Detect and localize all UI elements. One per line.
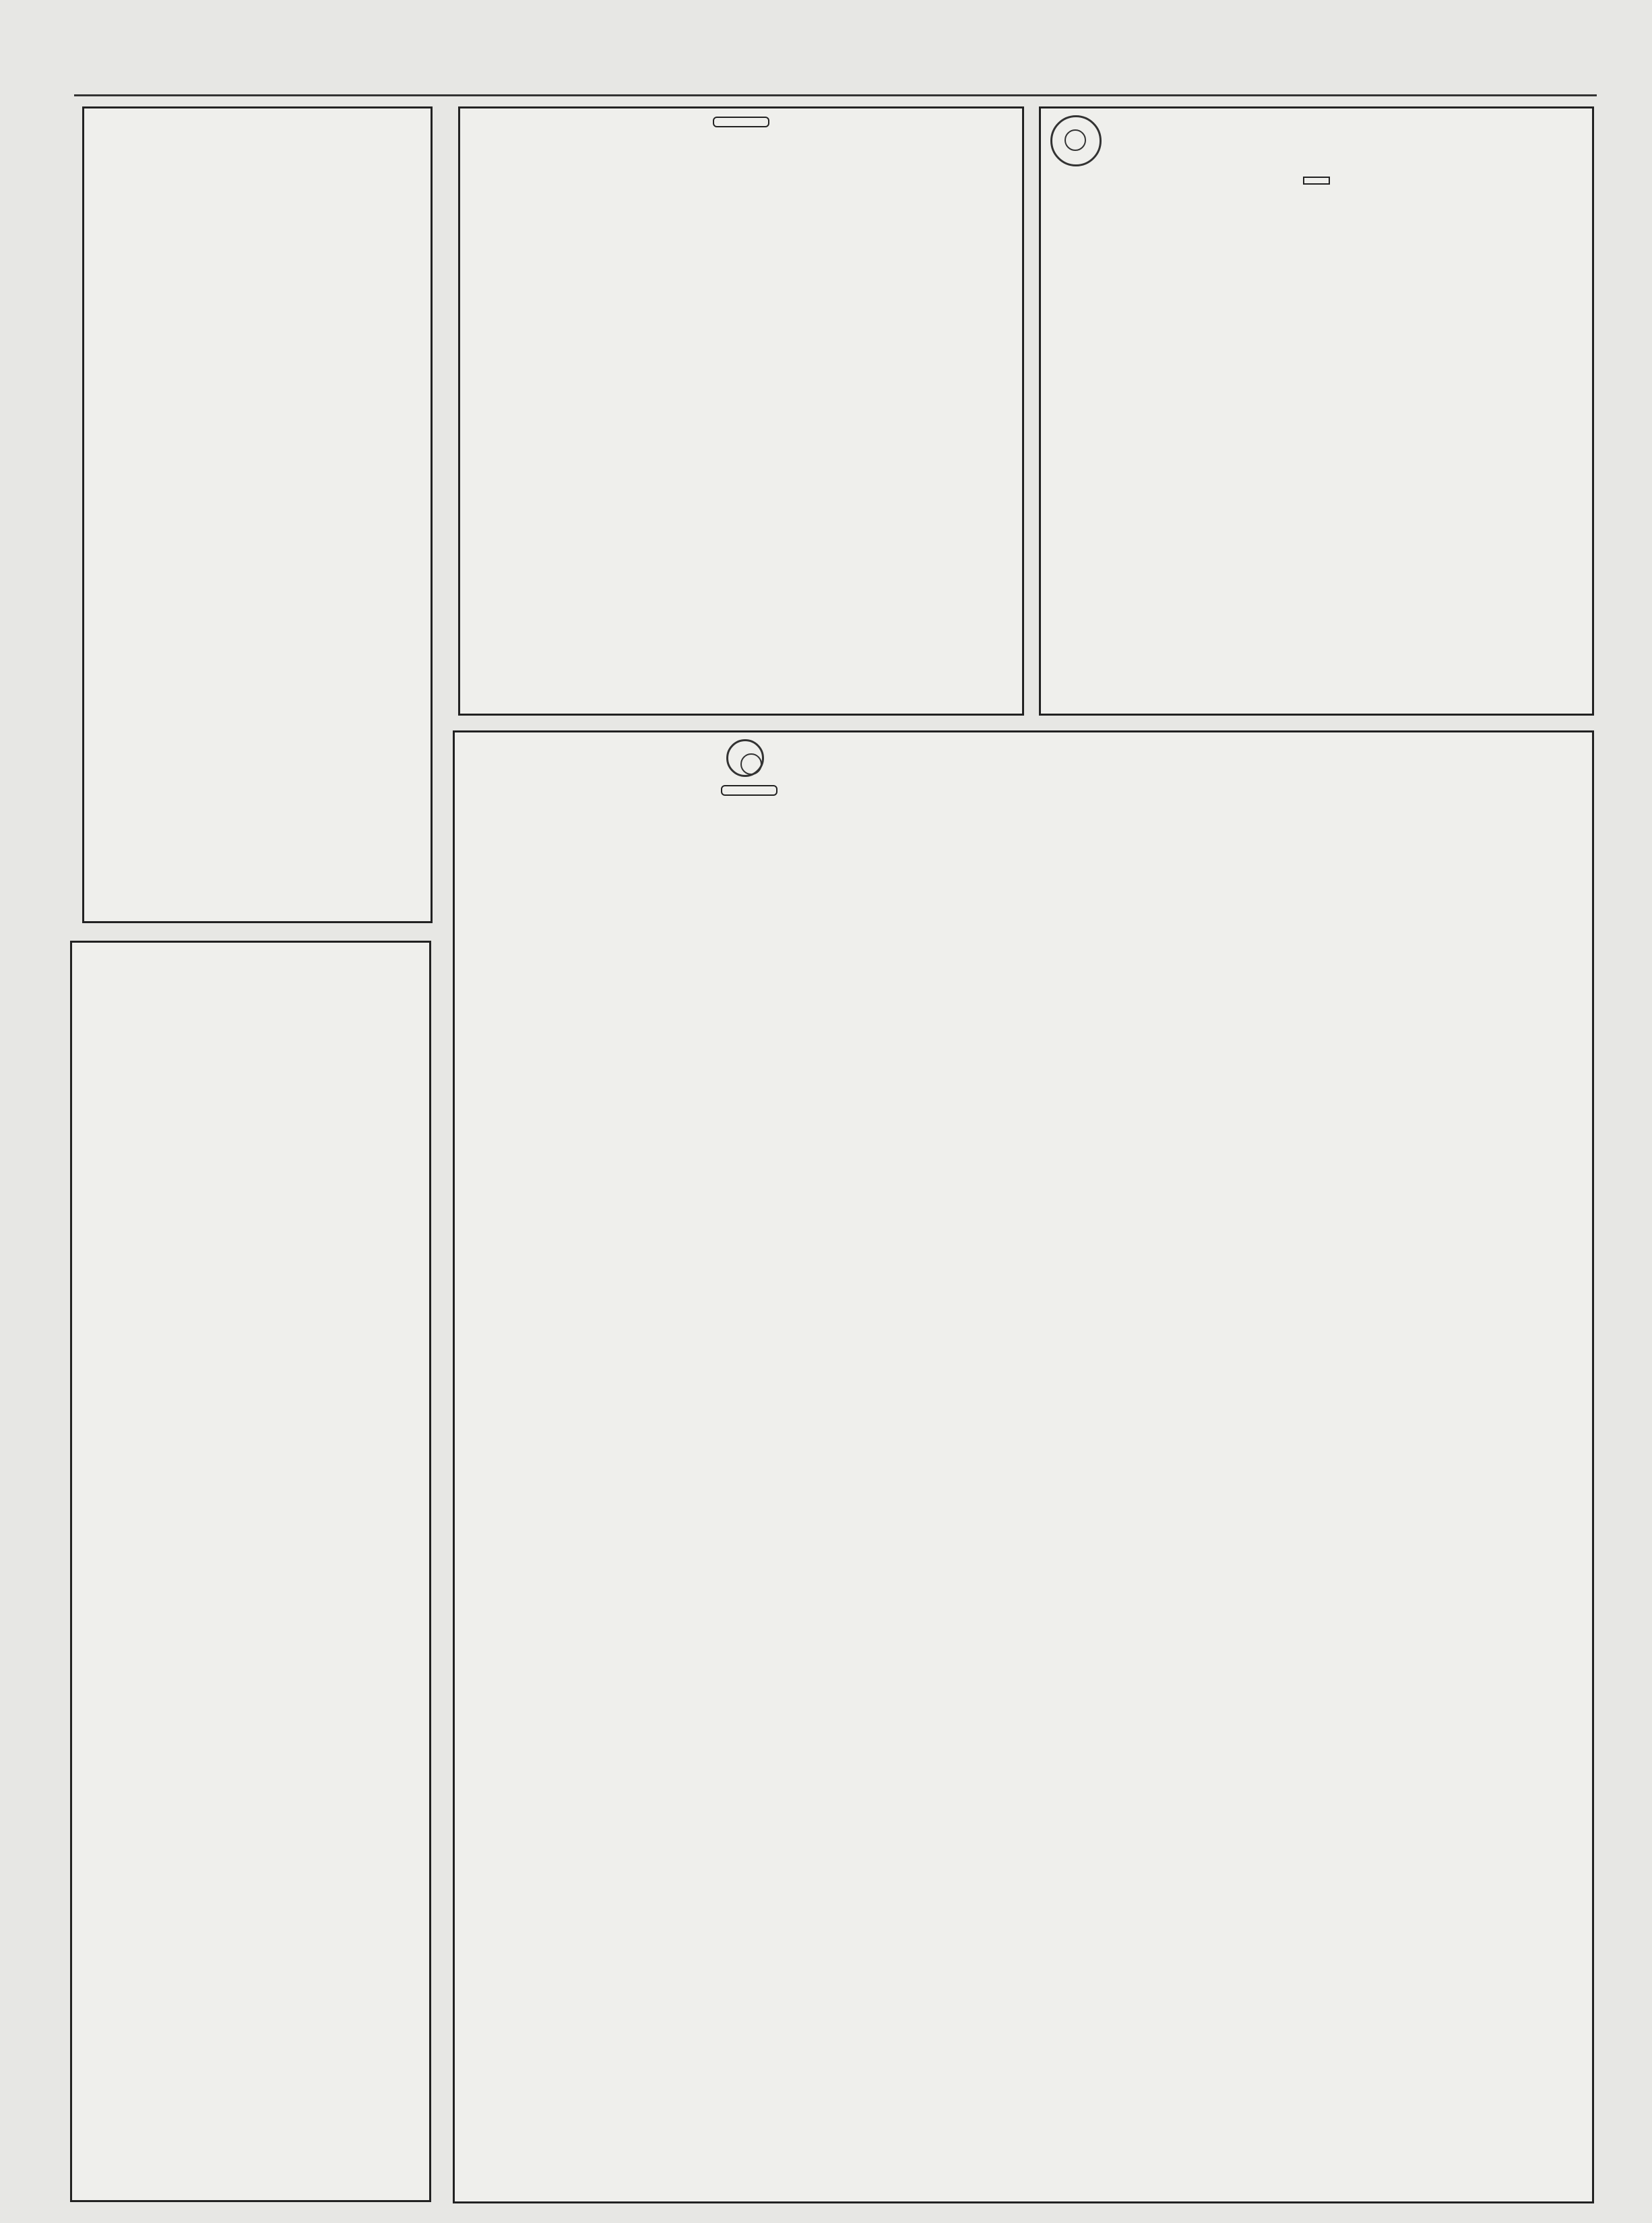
cvasu-recruitment-ad [453, 730, 1594, 2203]
education-ministry-ad [82, 106, 433, 923]
rhd-eoi-ad [70, 941, 431, 2202]
page-header [74, 40, 1597, 96]
cvasu-right-column [1042, 739, 1587, 746]
cvasu-left-column [463, 739, 1036, 803]
auction-notice-ad [458, 106, 1024, 716]
cvasu-header [463, 739, 1036, 777]
titas-tender-ad [1039, 106, 1594, 716]
cvasu-logo-icon [726, 739, 764, 777]
cvasu-title [721, 785, 777, 796]
titas-header [1050, 115, 1583, 166]
auction-title [713, 117, 769, 127]
titas-slogan-box [1050, 176, 1583, 188]
titas-slogan-frame [1303, 177, 1330, 185]
titas-logo-icon [1050, 115, 1102, 166]
